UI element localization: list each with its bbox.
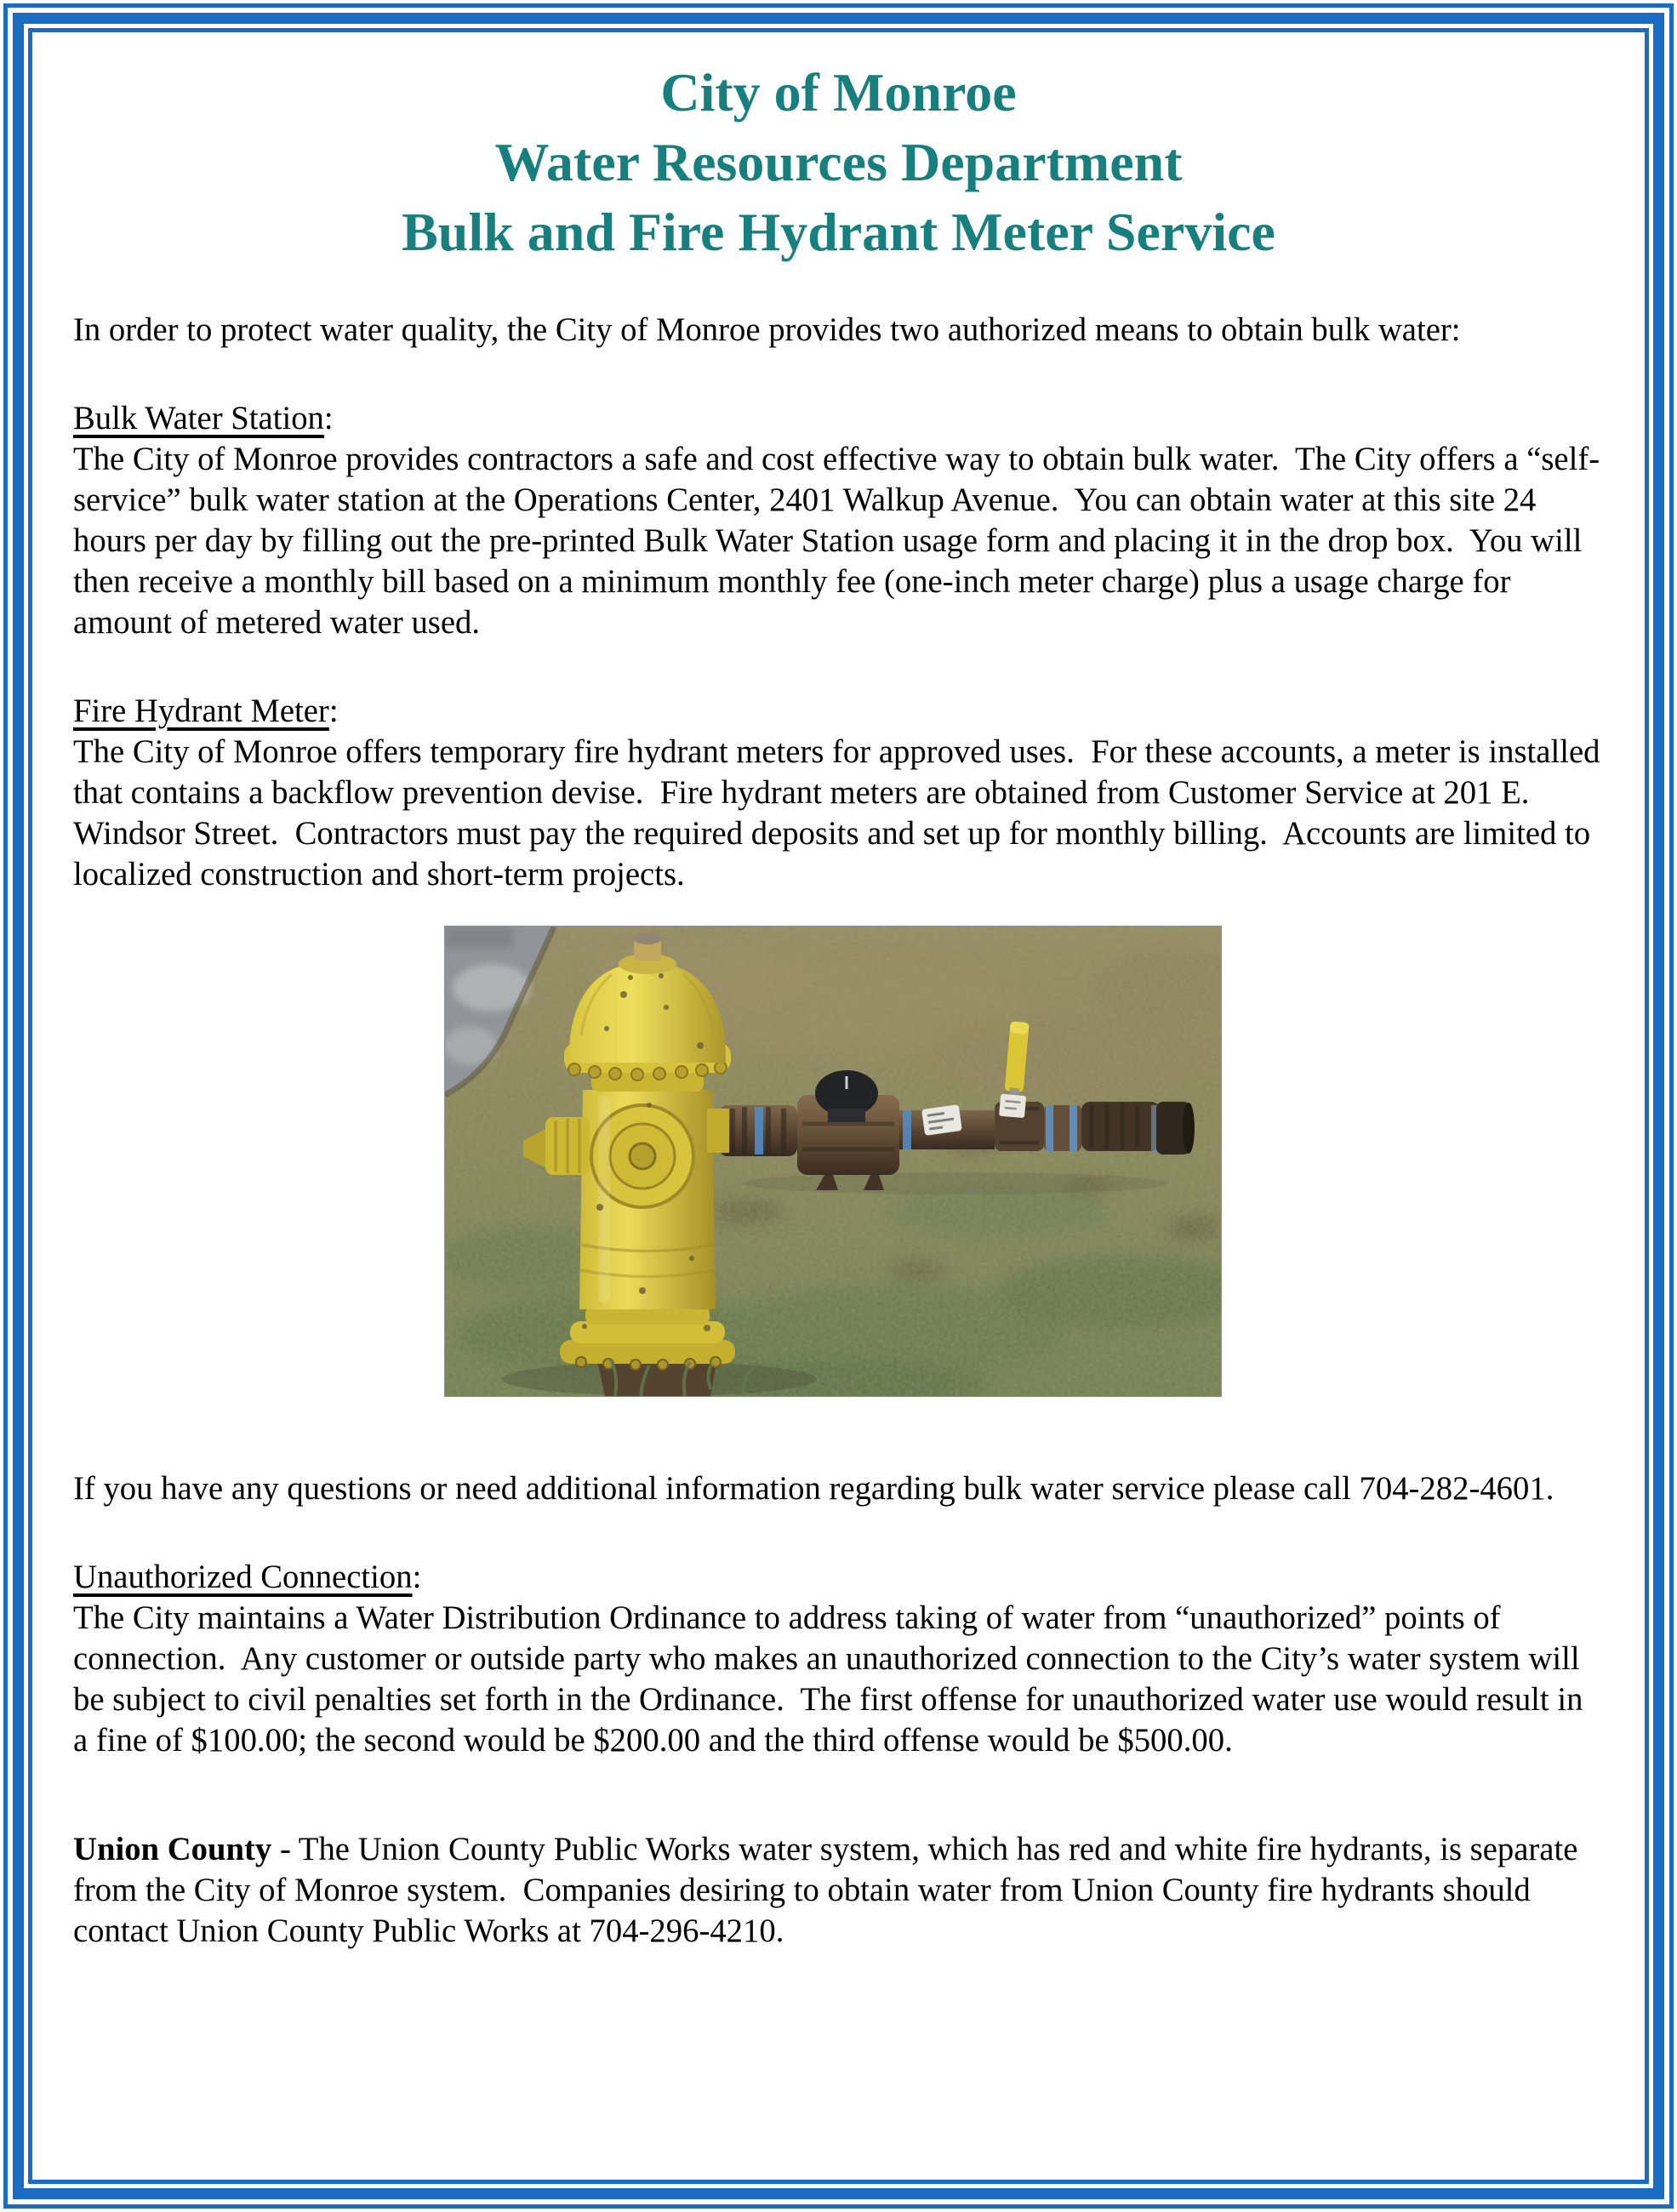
- page-border-thick: [13, 13, 1664, 2199]
- page-border-outer: [3, 3, 1674, 2209]
- fire-hydrant-meter-heading-colon: :: [328, 693, 339, 729]
- intro-paragraph: In order to protect water quality, the City of Monroe provides two authorized means to obtain bulk water:: [73, 312, 1461, 348]
- page-content: [28, 28, 1649, 2184]
- section-heading-fire-hydrant-meter: [73, 691, 1604, 732]
- union-county-paragraph: [73, 1829, 1604, 1952]
- section-body-fire-hydrant-meter: The City of Monroe offers temporary fire hydrant meters for approved uses. For these accounts, a meter is installed that contains a backflow prevention devise. Fire hydrant meters are obtained from Customer Service at 201 E. Windsor Street. Contractors must pay the required deposits and set up for monthly billing. Accounts are limited to localized construction and short-term projects.: [73, 734, 1609, 892]
- section-heading-unauthorized-connection: [73, 1557, 1604, 1598]
- hydrant-photo: [444, 926, 1222, 1397]
- title-line-department: Water Resources Department: [494, 132, 1183, 192]
- union-county-lead: Union County: [73, 1832, 272, 1867]
- bulk-water-station-heading-colon: :: [323, 401, 334, 436]
- questions-paragraph: If you have any questions or need additional information regarding bulk water service please call 704-282-4601.: [73, 1471, 1554, 1507]
- bulk-water-station-heading-text: Bulk Water Station: [73, 401, 324, 436]
- fire-hydrant-meter-heading-text: Fire Hydrant Meter: [73, 693, 329, 729]
- title-line-service: Bulk and Fire Hydrant Meter Service: [402, 202, 1275, 262]
- section-body-bulk-water-station: The City of Monroe provides contractors a safe and cost effective way to obtain bulk water. The City offers a “self-service” bulk water station at the Operations Center, 2401 Walkup Avenue. You can obtain water at this site 24 hours per day by filling out the pre-printed Bulk Water Station usage form and placing it in the drop box. You will then receive a monthly bill based on a minimum monthly fee (one-inch meter charge) plus a usage charge for amount of metered water used.: [73, 442, 1600, 641]
- document-title: [73, 58, 1604, 267]
- section-heading-bulk-water-station: [73, 398, 1604, 439]
- unauthorized-connection-heading-colon: :: [412, 1559, 422, 1595]
- unauthorized-connection-heading-text: Unauthorized Connection: [73, 1559, 413, 1595]
- section-body-unauthorized-connection: The City maintains a Water Distribution Ordinance to address taking of water from “unauthorized” points of connection. Any customer or outside party who makes an unauthorized connection to the City’s water system will be subject to civil penalties set forth in the Ordinance. The first offense for unauthorized water use would result in a fine of $100.00; the second would be $200.00 and the third offense would be $500.00.: [73, 1600, 1592, 1759]
- hydrant-photo-illustration: [445, 926, 1221, 1396]
- union-county-body: - The Union County Public Works water system, which has red and white fire hydrants, is separate from the City of Monroe system. Companies desiring to obtain water from Union County fire hydrants should contact Union County Public Works at 704-296-4210.: [73, 1832, 1587, 1949]
- title-line-city: City of Monroe: [660, 62, 1017, 123]
